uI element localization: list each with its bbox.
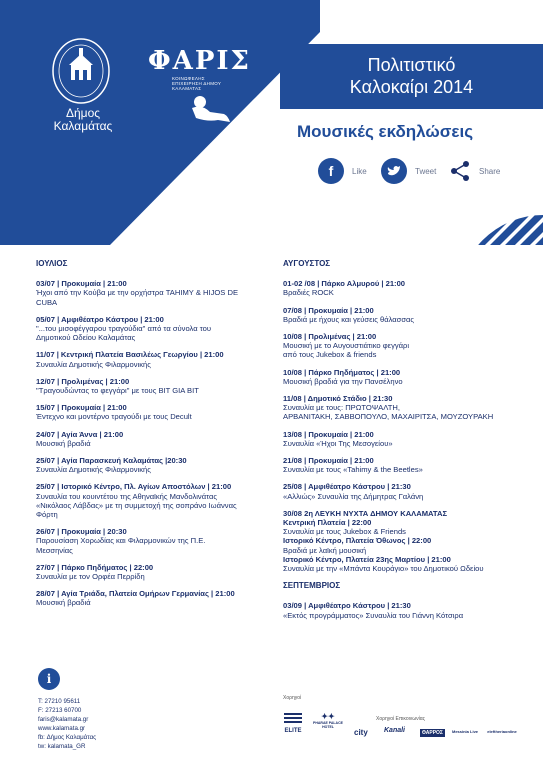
event-description: Βραδιά με λαϊκή μουσική (283, 545, 367, 555)
sponsor-logo: ΘΑΡΡΟΣ (422, 730, 443, 736)
event-heading: 27/07 | Πάρκο Πηδήματος | 22:00 (36, 562, 154, 572)
event-description: Συναυλία με τους «Tahimy & the Beetles» (283, 465, 423, 475)
event-item (36, 456, 272, 474)
event-description: "...του μισοφέγγαρου τραγούδια" από τα σύνολα του Δημοτικού Ωδείου Καλαμάτας (36, 324, 211, 343)
sponsor-logo: Messinia Live (452, 729, 479, 734)
event-heading: 25/07 | Αγία Παρασκευή Καλαμάτας |20:30 (36, 456, 187, 466)
municipality-seal-logo (52, 38, 110, 104)
event-heading: 11/08 | Δημοτικό Στάδιο | 21:30 (283, 394, 393, 404)
event-description: Συναυλία του κουιντέτου της Αθηναϊκής Μανδολινάτας «Νικόλαος Λάβδας» με τη συμμετοχή της σοπράνο Ιωάννας Φόρτη (36, 491, 237, 520)
sponsor-logo: city (354, 728, 368, 737)
info-badge (38, 668, 60, 690)
event-item (283, 306, 523, 324)
media-sponsors-label: Χορηγοί Επικοινωνίας (376, 716, 426, 722)
event-item (36, 430, 272, 448)
event-description: «Αλλιώς» Συναυλία της Δήμητρας Γαλάνη (283, 491, 424, 501)
event-item (36, 279, 272, 307)
event-heading: 25/08 | Αμφιθέατρο Κάστρου | 21:30 (283, 482, 411, 492)
september-title: ΣΕΠΤΕΜΒΡΙΟΣ (283, 581, 341, 591)
event-item (283, 279, 523, 297)
event-description: Συναυλία «Ήχοι Της Μεσογείου» (283, 438, 393, 448)
share-button[interactable] (449, 158, 500, 184)
faris-title: ΦΑΡΙΣ (148, 46, 251, 76)
event-heading: 03/07 | Προκυμαία | 21:00 (36, 279, 127, 289)
event-heading: 21/08 | Προκυμαία | 21:00 (283, 456, 374, 466)
event-heading: 03/09 | Αμφιθέατρο Κάστρου | 21:30 (283, 601, 411, 611)
elite-logo-icon (282, 712, 304, 726)
event-venue: Ιστορικό Κέντρο, Πλατεία 23ης Μαρτίου | 21:00 (283, 554, 451, 564)
event-description: Παρουσίαση Χορωδίας και Φιλαρμονικών της Π.Ε. Μεσσηνίας (36, 536, 206, 555)
event-heading: 07/08 | Προκυμαία | 21:00 (283, 305, 374, 315)
sponsors-label: Χορηγοί (283, 695, 302, 701)
event-heading: 01-02 /08 | Πάρκο Αλμυρού | 21:00 (283, 279, 406, 289)
event-item (283, 601, 523, 619)
event-item (283, 456, 523, 474)
event-description: Συναυλία με τους Jukebox & Friends (283, 527, 406, 537)
event-heading: 10/08 | Προλιμένας | 21:00 (283, 332, 377, 342)
sponsor-logo: eleftheriaonline (487, 729, 517, 734)
sponsor-logo: ELITE (280, 712, 306, 734)
municipality-name: Δήμος Καλαμάτας (53, 106, 113, 133)
faris-subtitle: ΚΟΙΝΩΦΕΛΗΣ ΕΠΙΧΕΙΡΗΣΗ ΔΗΜΟΥ ΚΑΛΑΜΑΤΑΣ (172, 76, 222, 91)
event-item (36, 403, 272, 421)
contact-email[interactable]: faris@kalamata.gr (38, 716, 89, 723)
contact-fax: F: 27213 60700 (38, 707, 82, 714)
event-heading: 13/08 | Προκυμαία | 21:00 (283, 429, 374, 439)
event-venue: Ιστορικό Κέντρο, Πλατεία Όθωνος | 22:00 (283, 536, 432, 546)
event-description: Συναυλία με την «Μπάντα Κουράγιο» του Δημοτικού Ωδείου (283, 564, 484, 574)
event-item (283, 482, 523, 500)
share-icon (449, 160, 471, 182)
event-heading: 24/07 | Αγία Άννα | 21:00 (36, 429, 124, 439)
event-heading: 25/07 | Ιστορικό Κέντρο, Πλ. Αγίων Αποστόλων | 21:00 (36, 482, 232, 492)
hero-banner (0, 0, 543, 245)
event-item (36, 563, 272, 581)
event-description: «Εκτός προγράμματος» Συναυλία του Γιάννη Κότσιρα (283, 610, 464, 620)
share-label: Share (479, 166, 501, 176)
july-title: ΙΟΥΛΙΟΣ (36, 259, 68, 268)
title-banner (280, 44, 543, 109)
event-item (283, 430, 523, 448)
august-column (283, 259, 523, 628)
event-description: "Τραγουδώντας το φεγγάρι" με τους BIT GIA BIT (36, 386, 199, 396)
event-item (36, 315, 272, 343)
event-description: Έντεχνο και μοντέρνο τραγούδι με τους Decult (36, 412, 192, 422)
facebook-icon: f (318, 158, 344, 184)
twitter-icon (381, 158, 407, 184)
white-night-event (283, 509, 523, 573)
contact-facebook[interactable]: fb: Δήμος Καλαμάτας (38, 734, 97, 741)
event-item (36, 589, 272, 607)
contact-block (38, 697, 96, 751)
faris-figure-icon (188, 94, 232, 124)
contact-twitter[interactable]: tw: kalamata_GR (38, 743, 86, 750)
event-description: Ήχοι από την Κούβα με την ορχήστρα TAHIMY & HIJOS DE CUBA (36, 288, 239, 307)
info-icon: i (38, 668, 60, 690)
tweet-button[interactable] (381, 158, 436, 184)
event-item (36, 482, 272, 519)
faris-logo (148, 46, 251, 91)
title-line-1: Πολιτιστικό (367, 55, 456, 75)
sponsor-logo: Kanali (384, 727, 406, 734)
event-description: Συναυλία με τους: ΠΡΩΤΟΨΑΛΤΗ, ΑΡΒΑΝΙΤΑΚΗ, ΣΑΒΒΟΠΟΥΛΟ, ΜΑΧΑΙΡΙΤΣΑ, ΜΟΥΖΟΥΡΑΚΗ (283, 403, 494, 422)
page-subtitle: Μουσικές εκδηλώσεις (297, 122, 474, 141)
event-heading: 10/08 | Πάρκο Πηδήματος | 21:00 (283, 367, 401, 377)
event-item (36, 527, 272, 555)
event-description: Βραδιές ROCK (283, 288, 334, 298)
event-description: Συναυλία Δημοτικής Φιλαρμονικής (36, 359, 151, 369)
july-column (36, 259, 272, 616)
contact-phone: T: 27210 95611 (38, 698, 81, 705)
event-heading: 15/07 | Προκυμαία | 21:00 (36, 403, 127, 413)
tweet-label: Tweet (415, 166, 437, 176)
event-heading: 11/07 | Κεντρική Πλατεία Βασιλέως Γεωργίου | 21:00 (36, 350, 224, 360)
event-venue: Κεντρική Πλατεία | 22:00 (283, 518, 372, 528)
august-title: ΑΥΓΟΥΣΤΟΣ (283, 259, 331, 268)
stars-icon: ✦✦ (321, 712, 335, 721)
event-item (283, 394, 523, 422)
event-item (36, 377, 272, 395)
event-description: Μουσική βραδιά για την Πανσέληνο (283, 376, 403, 386)
event-item (283, 368, 523, 386)
event-description: Μουσική βραδιά (36, 438, 91, 448)
event-description: Μουσική με το Αυγουστιάτικο φεγγάρι από τους Jukebox & friends (283, 341, 410, 360)
sponsor-logo: ✦✦ PHARAE PALACE HOTEL (310, 712, 346, 729)
event-heading: 05/07 | Αμφιθέατρο Κάστρου | 21:00 (36, 314, 164, 324)
event-description: Βραδιά με ήχους και γεύσεις θάλασσας (283, 314, 415, 324)
event-description: Συναυλία Δημοτικής Φιλαρμονικής (36, 465, 151, 475)
event-description: Μουσική βραδιά (36, 598, 91, 608)
event-heading: 12/07 | Προλιμένας | 21:00 (36, 376, 130, 386)
event-heading: 30/08 2η ΛΕΥΚΗ ΝΥΧΤΑ ΔΗΜΟΥ ΚΑΛΑΜΑΤΑΣ (283, 508, 448, 518)
event-item (283, 332, 523, 360)
facebook-like-button[interactable] (318, 158, 367, 184)
title-line-2: Καλοκαίρι 2014 (349, 77, 474, 97)
event-heading: 26/07 | Προκυμαία | 20:30 (36, 527, 127, 537)
like-label: Like (352, 166, 367, 176)
contact-website[interactable]: www.kalamata.gr (38, 725, 86, 732)
event-description: Συναυλία με τον Ορφέα Περρίδη (36, 572, 145, 582)
event-item (36, 350, 272, 368)
event-heading: 28/07 | Αγία Τριάδα, Πλατεία Ομήρων Γερμανίας | 21:00 (36, 589, 235, 599)
